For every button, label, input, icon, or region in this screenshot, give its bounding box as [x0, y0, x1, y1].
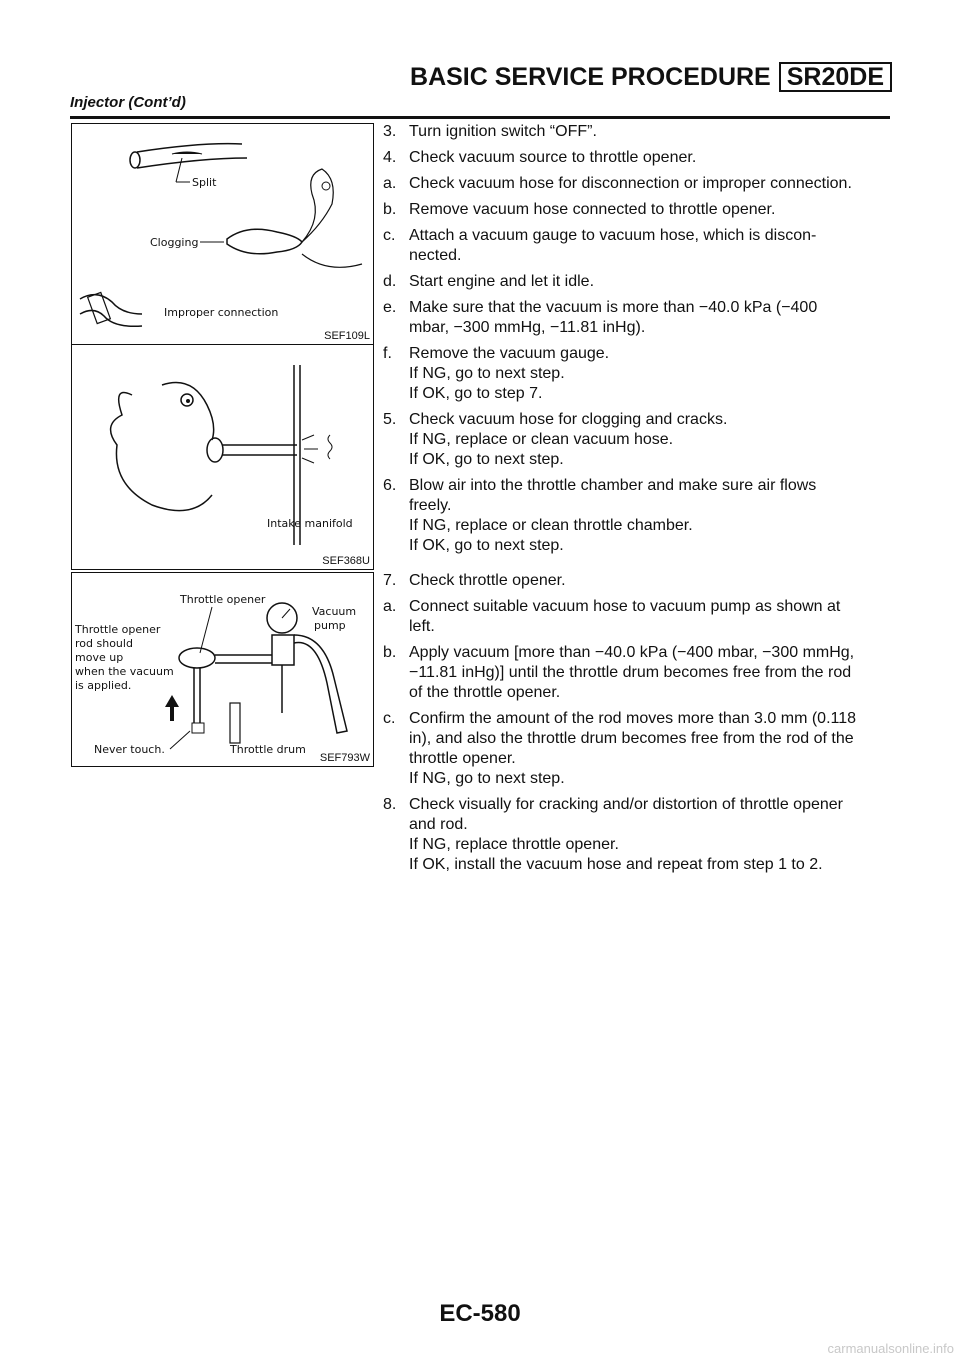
figure-hose-conditions: [71, 123, 374, 345]
label-rod-line5: is applied.: [75, 679, 132, 692]
step-number: 7.: [383, 572, 397, 589]
procedure-step: [383, 174, 893, 194]
step-number: c.: [383, 710, 396, 727]
section-title: BASIC SERVICE PROCEDURE: [410, 63, 771, 91]
step-text-line: Apply vacuum [more than −40.0 kPa (−400 mbar, −300 mmHg,: [409, 644, 855, 661]
step-text-line: left.: [409, 618, 435, 635]
step-text-line: If OK, go to next step.: [409, 537, 564, 554]
step-text-line: and rod.: [409, 816, 468, 833]
label-split: Split: [192, 176, 217, 189]
procedure-step: [383, 298, 893, 338]
throttle-opener-illustration: [72, 573, 373, 766]
procedure-step: [383, 200, 893, 220]
step-text-line: freely.: [409, 497, 452, 514]
step-text: [409, 643, 893, 703]
step-text-line: mbar, −300 mmHg, −11.81 inHg).: [409, 319, 646, 336]
procedure-step: [383, 344, 893, 404]
step-text-line: Connect suitable vacuum hose to vacuum pump as shown at: [409, 598, 841, 615]
step-text: [409, 476, 893, 556]
procedure-step: [383, 272, 893, 292]
step-text: [409, 226, 893, 266]
procedure-step: [383, 571, 893, 591]
watermark: carmanualsonline.info: [827, 1341, 954, 1356]
step-number: 3.: [383, 123, 397, 140]
step-number: b.: [383, 644, 397, 661]
steps-section-throttle-opener: [383, 571, 893, 881]
step-number: e.: [383, 299, 397, 316]
step-text-line: Turn ignition switch “OFF”.: [409, 123, 597, 140]
step-text-line: If NG, replace or clean throttle chamber.: [409, 517, 693, 534]
step-text: [409, 174, 893, 194]
procedure-step: [383, 476, 893, 556]
step-text-line: Remove the vacuum gauge.: [409, 345, 610, 362]
label-throttle-drum: Throttle drum: [230, 743, 306, 756]
label-pump: pump: [314, 619, 346, 632]
step-text-line: nected.: [409, 247, 462, 264]
step-text-line: Check vacuum hose for disconnection or improper connection.: [409, 175, 852, 192]
procedure-step: [383, 148, 893, 168]
step-text-line: If NG, replace throttle opener.: [409, 836, 619, 853]
step-text-line: If NG, go to next step.: [409, 770, 565, 787]
figure-throttle-opener: [71, 572, 374, 767]
step-text-line: in), and also the throttle drum becomes free from the rod of the: [409, 730, 854, 747]
step-text: [409, 597, 893, 637]
step-number: d.: [383, 273, 397, 290]
step-text-line: Attach a vacuum gauge to vacuum hose, which is discon-: [409, 227, 817, 244]
step-text: [409, 795, 893, 875]
page-header: [0, 62, 892, 92]
header-rule: [70, 116, 890, 119]
step-text-line: If NG, replace or clean vacuum hose.: [409, 431, 674, 448]
figure-code: SEF793W: [319, 752, 370, 764]
procedure-step: [383, 226, 893, 266]
step-text-line: Make sure that the vacuum is more than −40.0 kPa (−400: [409, 299, 818, 316]
step-number: a.: [383, 175, 397, 192]
step-number: 6.: [383, 477, 397, 494]
step-text: [409, 148, 893, 168]
step-text-line: Start engine and let it idle.: [409, 273, 595, 290]
figure-blow-air: [71, 344, 374, 570]
label-rod-line4: when the vacuum: [75, 665, 174, 678]
step-text-line: Check vacuum source to throttle opener.: [409, 149, 697, 166]
step-text-line: Remove vacuum hose connected to throttle opener.: [409, 201, 776, 218]
step-text: [409, 298, 893, 338]
label-never-touch: Never touch.: [94, 743, 165, 756]
step-number: a.: [383, 598, 397, 615]
page-number: EC-580: [439, 1300, 521, 1327]
step-text: [409, 410, 893, 470]
step-text: [409, 272, 893, 292]
procedure-step: [383, 410, 893, 470]
procedure-step: [383, 795, 893, 875]
figure-code: SEF109L: [324, 330, 370, 342]
label-improper-connection: Improper connection: [164, 306, 279, 319]
step-text-line: −11.81 inHg)] until the throttle drum becomes free from the rod: [409, 664, 852, 681]
label-rod-line3: move up: [75, 651, 124, 664]
steps-section-vacuum-source: [383, 122, 893, 562]
label-rod-line1: Throttle opener: [75, 623, 161, 636]
step-number: c.: [383, 227, 396, 244]
hose-conditions-illustration: [72, 124, 373, 344]
step-text-line: Blow air into the throttle chamber and make sure air flows: [409, 477, 817, 494]
step-text: [409, 571, 893, 591]
step-number: b.: [383, 201, 397, 218]
step-text: [409, 200, 893, 220]
step-number: 4.: [383, 149, 397, 166]
step-text-line: Check vacuum hose for clogging and cracks.: [409, 411, 728, 428]
procedure-step: [383, 709, 893, 789]
step-text-line: of the throttle opener.: [409, 684, 561, 701]
step-text: [409, 709, 893, 789]
step-text-line: Confirm the amount of the rod moves more than 3.0 mm (0.118: [409, 710, 857, 727]
blow-air-illustration: [72, 345, 373, 569]
label-rod-line2: rod should: [75, 637, 133, 650]
step-text-line: Check throttle opener.: [409, 572, 566, 589]
figure-code: SEF368U: [322, 555, 370, 567]
step-text: [409, 122, 893, 142]
step-text-line: If OK, install the vacuum hose and repeat from step 1 to 2.: [409, 856, 823, 873]
step-text-line: If OK, go to next step.: [409, 451, 564, 468]
procedure-step: [383, 643, 893, 703]
step-text-line: Check visually for cracking and/or distortion of throttle opener: [409, 796, 843, 813]
step-number: 5.: [383, 411, 397, 428]
label-throttle-opener: Throttle opener: [180, 593, 266, 606]
step-text-line: throttle opener.: [409, 750, 516, 767]
label-clogging: Clogging: [150, 236, 199, 249]
step-text: [409, 344, 893, 404]
procedure-step: [383, 597, 893, 637]
procedure-step: [383, 122, 893, 142]
engine-badge: SR20DE: [779, 62, 892, 92]
step-text-line: If OK, go to step 7.: [409, 385, 543, 402]
label-vacuum: Vacuum: [312, 605, 357, 618]
step-number: 8.: [383, 796, 397, 813]
subsection-title: Injector (Cont’d): [70, 94, 186, 111]
label-intake-manifold: Intake manifold: [267, 517, 353, 530]
step-number: f.: [383, 345, 392, 362]
step-text-line: If NG, go to next step.: [409, 365, 565, 382]
